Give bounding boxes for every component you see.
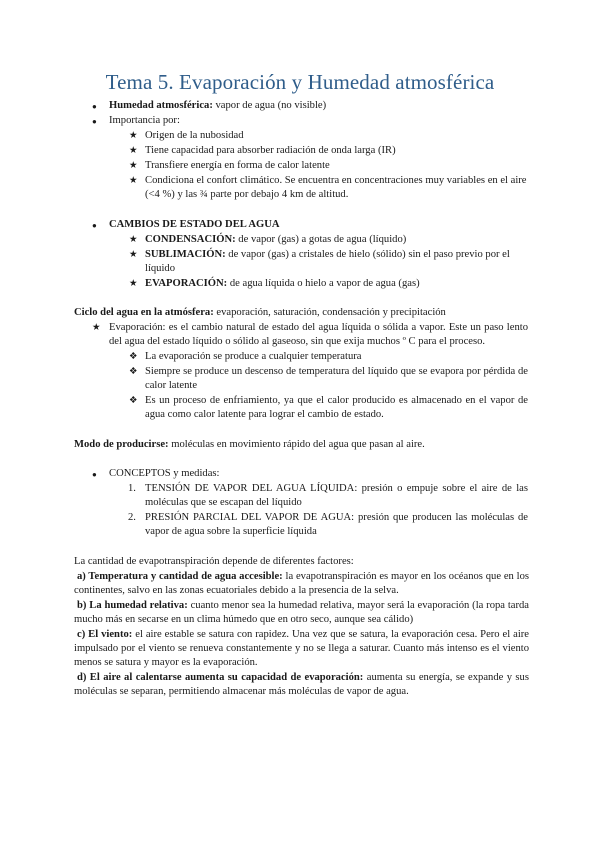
importancia-item: Transfiere energía en forma de calor latente — [145, 160, 330, 171]
star-icon: ★ — [129, 279, 138, 289]
star-icon: ★ — [129, 131, 138, 141]
factor-d — [74, 671, 529, 699]
evaporacion-definition: Evaporación: es el cambio natural de estado del agua líquida o sólida a vapor. Este un paso lento del agua del estado líquido o sólido al gaseoso, sin que exija muchos º C para el proceso. — [109, 322, 528, 347]
star-icon: ★ — [129, 235, 138, 245]
factor-c-label: c) El viento: — [77, 629, 133, 640]
humedad-text: vapor de agua (no visible) — [212, 100, 327, 111]
factor-a-label: a) Temperatura y cantidad de agua accesible: — [77, 571, 283, 582]
bullet-icon: ● — [92, 117, 97, 126]
ciclo-sub-item: La evaporación se produce a cualquier temperatura — [145, 351, 362, 362]
factor-a-text: la evapotranspiración es mayor en los océanos que en los continentes, salvo en las zonas ecuatoriales debido a la presencia de la selva. — [74, 571, 529, 596]
factor-b-label: b) La humedad relativa: — [77, 600, 188, 611]
star-icon: ★ — [92, 323, 101, 333]
ciclo-text: evaporación, saturación, condensación y precipitación — [213, 307, 446, 318]
cambio-label: EVAPORACIÓN: — [145, 278, 228, 289]
ciclo-line — [74, 306, 446, 320]
cambio-label: CONDENSACIÓN: — [145, 234, 236, 245]
factor-a — [74, 570, 529, 598]
star-icon: ★ — [129, 176, 138, 186]
diamond-bullet-icon: ❖ — [129, 367, 138, 377]
factor-c — [74, 628, 529, 670]
diamond-bullet-icon: ❖ — [129, 396, 138, 406]
bullet-icon: ● — [92, 221, 97, 230]
page-title: Tema 5. Evaporación y Humedad atmosférica — [105, 70, 495, 94]
cambio-text: de vapor (gas) a gotas de agua (líquido) — [235, 234, 407, 245]
modo-line — [74, 438, 425, 452]
bullet-icon: ● — [92, 470, 97, 479]
cambio-item — [145, 277, 420, 291]
modo-text: moléculas en movimiento rápido del agua que pasan al aire. — [168, 439, 425, 450]
cambio-text: de agua líquida o hielo a vapor de agua (gas) — [227, 278, 420, 289]
cambio-text: de vapor (gas) a cristales de hielo (sólido) sin el paso previo por el líquido — [145, 249, 510, 274]
star-icon: ★ — [129, 250, 138, 260]
modo-label: Modo de producirse: — [74, 439, 169, 450]
concepto-number: 1. — [128, 483, 136, 494]
star-icon: ★ — [129, 146, 138, 156]
concepto-item: PRESIÓN PARCIAL DEL VAPOR DE AGUA: presión que producen las moléculas de vapor de agua sobre la superficie líquida — [145, 512, 528, 537]
cambios-heading: CAMBIOS DE ESTADO DEL AGUA — [109, 219, 280, 230]
concepto-item: TENSIÓN DE VAPOR DEL AGUA LÍQUIDA: presión o empuje sobre el aire de las moléculas que se escapan del líquido — [145, 483, 528, 508]
factor-d-text: aumenta su energía, se expande y sus moléculas se separan, permitiendo almacenar más moléculas de vapor de agua. — [74, 672, 529, 697]
conceptos-heading: CONCEPTOS y medidas: — [109, 468, 220, 479]
bullet-icon: ● — [92, 102, 97, 111]
star-icon: ★ — [129, 161, 138, 171]
factor-b-text: cuanto menor sea la humedad relativa, mayor será la evaporación (la ropa tarda mucho más en secarse en un clima húmedo que en otro seco, aunque sea cálido) — [74, 600, 529, 625]
factores-intro: La cantidad de evapotranspiración depende de diferentes factores: — [74, 556, 354, 567]
factor-b — [74, 599, 529, 627]
importancia-text: Importancia por: — [109, 115, 180, 126]
cambio-item — [145, 248, 528, 276]
factor-d-label: d) El aire al calentarse aumenta su capacidad de evaporación: — [77, 672, 364, 683]
importancia-item: Condiciona el confort climático. Se encuentra en concentraciones muy variables en el aire (<4 %) y las ¾ parte por debajo 4 km de altitud. — [145, 175, 527, 200]
concepto-number: 2. — [128, 512, 136, 523]
ciclo-sub-item: Siempre se produce un descenso de temperatura del líquido que se evapora por pérdida de calor latente — [145, 366, 528, 391]
cambio-item — [145, 233, 406, 247]
importancia-item: Origen de la nubosidad — [145, 130, 244, 141]
humedad-label: Humedad atmosférica: — [109, 100, 213, 111]
humedad-line — [109, 99, 326, 113]
factor-c-text: el aire estable se satura con rapidez. Una vez que se satura, la evaporación cesa. Pero el aire impulsado por el viento se renueva constantemente y no se llega a saturar. Cuanto más intenso es el viento menos se satura y mayor es la evaporación. — [74, 629, 529, 668]
diamond-bullet-icon: ❖ — [129, 352, 138, 362]
ciclo-sub-item: Es un proceso de enfriamiento, ya que el calor producido es almacenado en el vapor de agua como calor latente para lograr el cambio de estado. — [145, 395, 528, 420]
importancia-item: Tiene capacidad para absorber radiación de onda larga (IR) — [145, 145, 396, 156]
cambio-label: SUBLIMACIÓN: — [145, 249, 226, 260]
ciclo-label: Ciclo del agua en la atmósfera: — [74, 307, 214, 318]
